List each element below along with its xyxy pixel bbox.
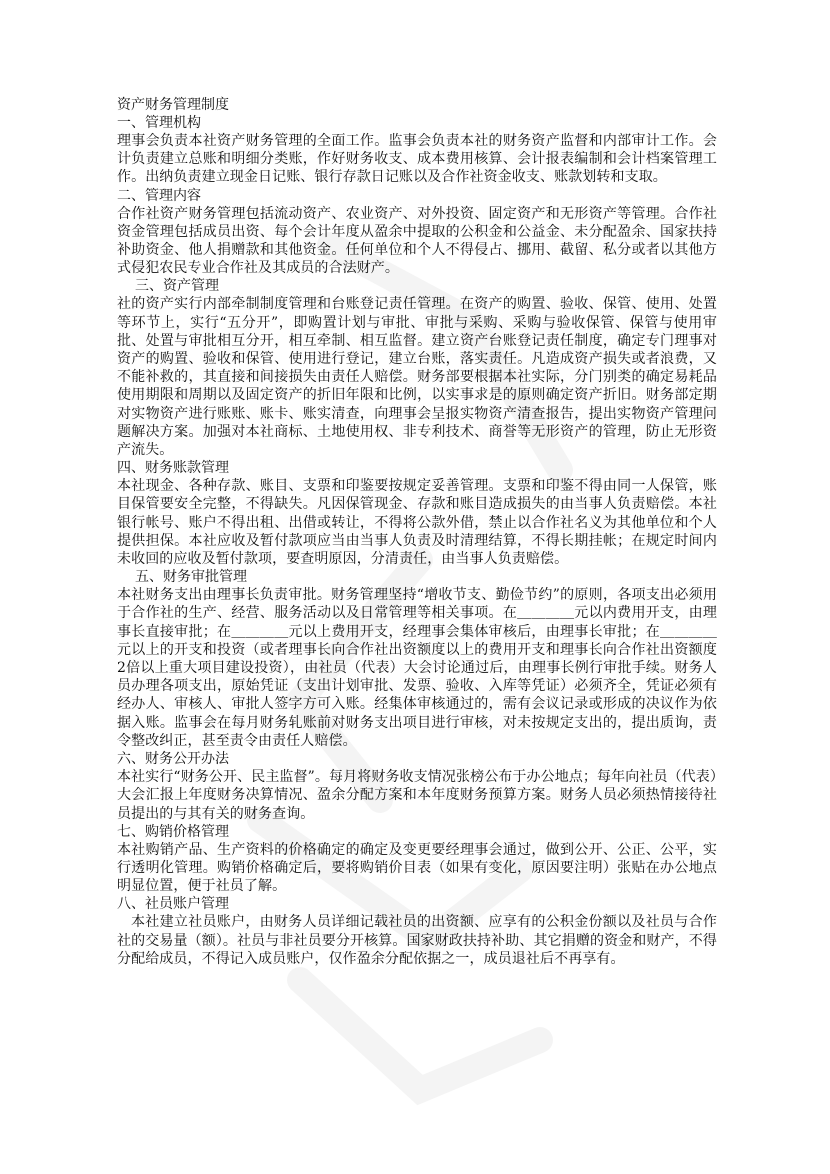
- section-heading-5: 五、财务审批管理: [135, 569, 247, 586]
- section-heading-1: 一、管理机构: [117, 115, 201, 131]
- section-paragraph-2: 合作社资产财务管理包括流动资产、农业资产、对外投资、固定资产和无形资产等管理。合作社资金管理包括成员出资、每个会计年度从盈余中提取的公积金和公益金、未分配盈余、国家扶持补助资金、他人捐赠款和其他资金。任何单位和个人不得侵占、挪用、截留、私分或者以其他方式侵犯农民专业合作社及其成员的合法财产。: [117, 205, 717, 277]
- section-paragraph-7: 本社购销产品、生产资料的价格确定的确定及变更要经理事会通过，做到公开、公正、公平，实行透明化管理。购销价格确定后，要将购销价目表（如果有变化，原因要注明）张贴在办公地点明显位置，便于社员了解。: [117, 841, 717, 895]
- section-heading-7: 七、购销价格管理: [117, 823, 229, 840]
- document-page: [117, 96, 717, 968]
- section-paragraph-3: 社的资产实行内部牵制制度管理和台账登记责任管理。在资产的购置、验收、保管、使用、处置等环节上，实行“五分开”，即购置计划与审批、审批与采购、采购与验收保管、保管与使用审批、处置与审批相互分开，相互牵制、相互监督。建立资产台账登记责任制度，确定专门理事对资产的购置、验收和保管、使用进行登记，建立台账，落实责任。凡造成资产损失或者浪费，又不能补救的，其直接和间接损失由责任人赔偿。财务部要根据本社实际，分门别类的确定易耗品使用期限和周期以及固定资产的折旧年限和比例，以实事求是的原则确定资产折旧。财务部定期对实物资产进行账账、账卡、账实清查，向理事会呈报实物资产清查报告，提出实物资产管理问题解决方案。加强对本社商标、土地使用权、非专利技术、商誉等无形资产的管理，防止无形资产流失。: [117, 296, 717, 459]
- document-title: 资产财务管理制度: [117, 97, 229, 113]
- section-paragraph-5: 本社财务支出由理事长负责审批。财务管理坚持“增收节支、勤俭节约”的原则，各项支出必须用于合作社的生产、经营、服务活动以及日常管理等相关事项。在＿＿＿＿元以内费用开支，由理事长直接审批；在＿＿＿＿元以上费用开支，经理事会集体审核后，由理事长审批；在＿＿＿＿元以上的开支和投资（或者理事长向合作社出资额度以上的费用开支和理事长向合作社出资额度2倍以上重大项目建设投资），由社员（代表）大会讨论通过后，由理事长例行审批手续。财务人员办理各项支出，原始凭证（支出计划审批、发票、验收、入库等凭证）必须齐全，凭证必须有经办人、审核人、审批人签字方可入账。经集体审核通过的，需有会议记录或形成的决议作为依据入账。监事会在每月财务轧账前对财务支出项目进行审核，对未按规定支出的，提出质询，责令整改纠正，甚至责令由责任人赔偿。: [117, 587, 717, 749]
- section-paragraph-8: 本社建立社员账户，由财务人员详细记载社员的出资额、应享有的公积金份额以及社员与合作社的交易量（额）。社员与非社员要分开核算。国家财政扶持补助、其它捐赠的资金和财产，不得分配给成员，不得记入成员账户，仅作盈余分配依据之一，成员退社后不再享有。: [117, 914, 717, 967]
- section-heading-6: 六、财务公开办法: [117, 751, 229, 768]
- section-heading-8: 八、社员账户管理: [117, 896, 229, 913]
- section-heading-4: 四、财务账款管理: [117, 460, 229, 477]
- section-paragraph-4: 本社现金、各种存款、账目、支票和印鉴要按规定妥善管理。支票和印鉴不得由同一人保管，账目保管要安全完整，不得缺失。凡因保管现金、存款和账目造成损失的由当事人负责赔偿。本社银行帐号、账户不得出租、出借或转让，不得将公款外借，禁止以合作社名义为其他单位和个人提供担保。本社应收及暂付款项应当由当事人负责及时清理结算，不得长期挂帐；在规定时间内未收回的应收及暂付款项，要查明原因，分清责任，由当事人负责赔偿。: [117, 478, 717, 568]
- section-heading-2: 二、管理内容: [117, 187, 201, 204]
- section-paragraph-6: 本社实行“财务公开、民主监督”。每月将财务收支情况张榜公布于办公地点；每年向社员（代表）大会汇报上年度财务决算情况、盈余分配方案和本年度财务预算方案。财务人员必须热情接待社员提出的与其有关的财务查询。: [117, 769, 717, 822]
- section-heading-3: 三、资产管理: [135, 278, 219, 295]
- section-paragraph-1: 理事会负责本社资产财务管理的全面工作。监事会负责本社的财务资产监督和内部审计工作。会计负责建立总账和明细分类账，作好财务收支、成本费用核算、会计报表编制和会计档案管理工作。出纳负责建立现金日记账、银行存款日记账以及合作社资金收支、账款划转和支取。: [117, 133, 717, 186]
